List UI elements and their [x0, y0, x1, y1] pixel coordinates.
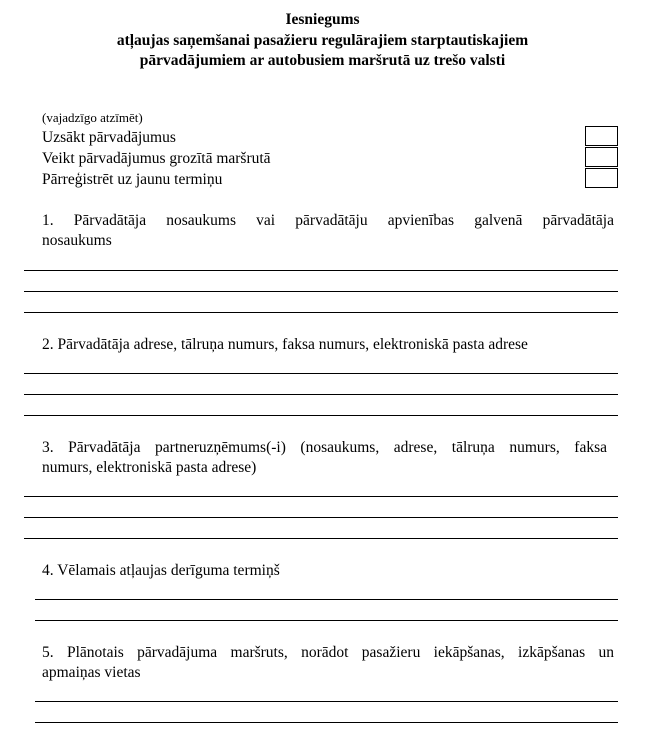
option-start-checkbox[interactable] — [585, 126, 618, 146]
answer-line[interactable] — [24, 270, 618, 271]
answer-line[interactable] — [35, 701, 618, 702]
selection-note: (vajadzīgo atzīmēt) — [42, 110, 143, 125]
question-1-label-cont: nosaukums — [42, 232, 112, 249]
answer-line[interactable] — [35, 599, 618, 600]
question-5-label-cont: apmaiņas vietas — [42, 664, 141, 681]
option-modified-route-label: Veikt pārvadājumus grozītā maršrutā — [42, 150, 271, 167]
answer-line[interactable] — [35, 620, 618, 621]
question-3-label-cont: numurs, elektroniskā pasta adrese) — [42, 459, 257, 476]
question-1-label: 1. Pārvadātāja nosaukums vai pārvadātāju apvienības galvenā pārvadātāja — [42, 212, 614, 229]
answer-line[interactable] — [24, 496, 618, 497]
form-subtitle-line-2: pārvadājumiem ar autobusiem maršrutā uz trešo valsti — [139, 52, 506, 69]
option-reregister-label: Pārreģistrēt uz jaunu termiņu — [42, 171, 223, 188]
question-3-label: 3. Pārvadātāja partneruzņēmums(-i) (nosaukums, adrese, tālruņa numurs, faksa — [42, 439, 607, 456]
answer-line[interactable] — [24, 415, 618, 416]
form-title: Iesniegums — [285, 11, 360, 28]
question-2-label: 2. Pārvadātāja adrese, tālruņa numurs, faksa numurs, elektroniskā pasta adrese — [42, 336, 528, 353]
question-4-label: 4. Vēlamais atļaujas derīguma termiņš — [42, 562, 280, 579]
question-5-label: 5. Plānotais pārvadājuma maršruts, norādot pasažieru iekāpšanas, izkāpšanas un — [42, 644, 614, 661]
option-reregister-checkbox[interactable] — [585, 168, 618, 188]
answer-line[interactable] — [24, 394, 618, 395]
form-subtitle-line-1: atļaujas saņemšanai pasažieru regulārajiem starptautiskajiem — [116, 32, 529, 49]
option-start-label: Uzsākt pārvadājumus — [42, 129, 176, 146]
answer-line[interactable] — [24, 373, 618, 374]
answer-line[interactable] — [35, 722, 618, 723]
answer-line[interactable] — [24, 291, 618, 292]
answer-line[interactable] — [24, 312, 618, 313]
answer-line[interactable] — [24, 538, 618, 539]
option-modified-route-checkbox[interactable] — [585, 147, 618, 167]
answer-line[interactable] — [24, 517, 618, 518]
